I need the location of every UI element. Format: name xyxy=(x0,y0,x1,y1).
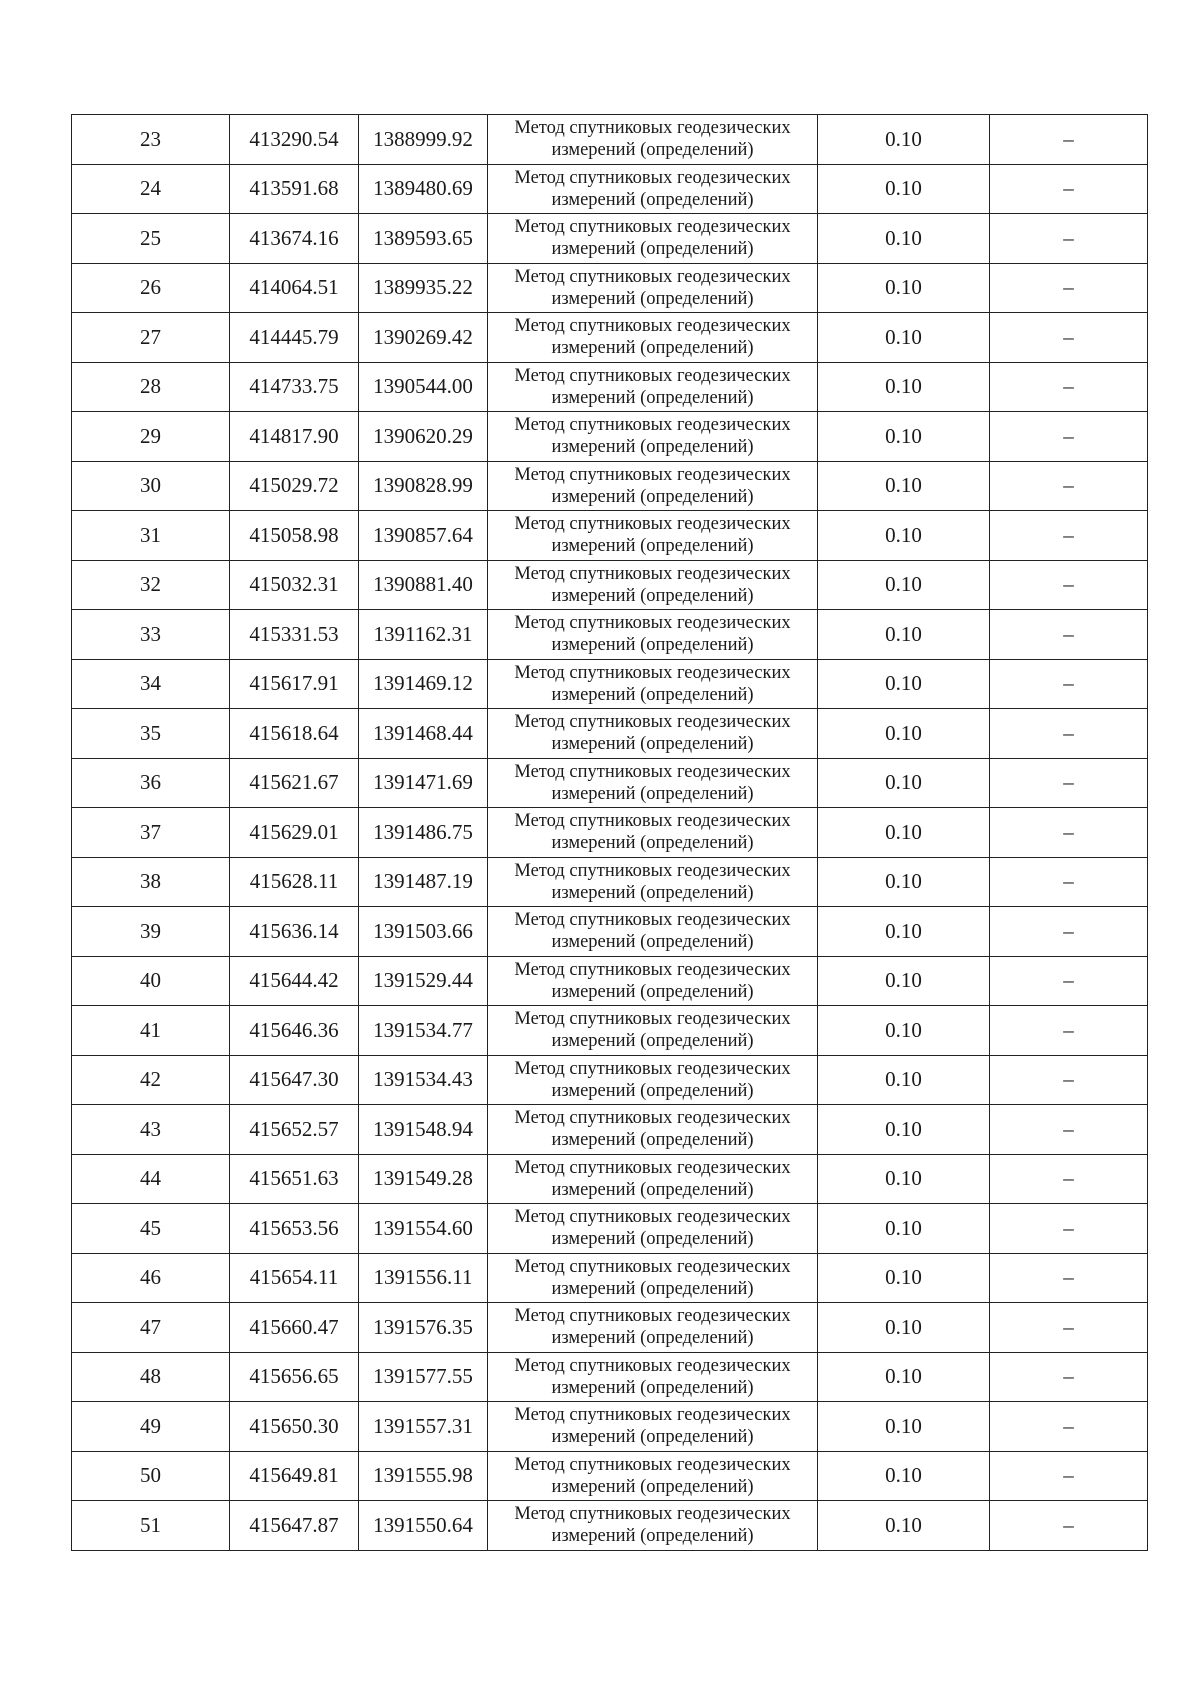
accuracy-cell: 0.10 xyxy=(818,1055,990,1105)
description-cell: – xyxy=(990,1501,1148,1551)
table-row xyxy=(72,560,1148,610)
y-coordinate-cell: 1391548.94 xyxy=(359,1105,488,1155)
point-number-cell: 24 xyxy=(72,164,230,214)
method-cell: Метод спутниковых геодезических измерений (определений) xyxy=(488,1105,818,1155)
table-row xyxy=(72,1402,1148,1452)
accuracy-cell: 0.10 xyxy=(818,263,990,313)
table-row xyxy=(72,907,1148,957)
accuracy-cell: 0.10 xyxy=(818,461,990,511)
x-coordinate-cell: 415646.36 xyxy=(230,1006,359,1056)
accuracy-cell: 0.10 xyxy=(818,214,990,264)
table-row xyxy=(72,1105,1148,1155)
x-coordinate-cell: 414817.90 xyxy=(230,412,359,462)
point-number-cell: 44 xyxy=(72,1154,230,1204)
x-coordinate-cell: 415331.53 xyxy=(230,610,359,660)
description-cell: – xyxy=(990,610,1148,660)
description-cell: – xyxy=(990,1154,1148,1204)
point-number-cell: 29 xyxy=(72,412,230,462)
table-row xyxy=(72,659,1148,709)
accuracy-cell: 0.10 xyxy=(818,1352,990,1402)
accuracy-cell: 0.10 xyxy=(818,907,990,957)
point-number-cell: 30 xyxy=(72,461,230,511)
point-number-cell: 35 xyxy=(72,709,230,759)
x-coordinate-cell: 415652.57 xyxy=(230,1105,359,1155)
description-cell: – xyxy=(990,1204,1148,1254)
accuracy-cell: 0.10 xyxy=(818,709,990,759)
point-number-cell: 31 xyxy=(72,511,230,561)
description-cell: – xyxy=(990,1352,1148,1402)
description-cell: – xyxy=(990,461,1148,511)
y-coordinate-cell: 1391469.12 xyxy=(359,659,488,709)
method-cell: Метод спутниковых геодезических измерений (определений) xyxy=(488,1006,818,1056)
point-number-cell: 39 xyxy=(72,907,230,957)
point-number-cell: 38 xyxy=(72,857,230,907)
description-cell: – xyxy=(990,808,1148,858)
method-cell: Метод спутниковых геодезических измерений (определений) xyxy=(488,115,818,165)
table-row xyxy=(72,263,1148,313)
table-row xyxy=(72,857,1148,907)
accuracy-cell: 0.10 xyxy=(818,1253,990,1303)
method-cell: Метод спутниковых геодезических измерений (определений) xyxy=(488,956,818,1006)
x-coordinate-cell: 415660.47 xyxy=(230,1303,359,1353)
x-coordinate-cell: 415647.87 xyxy=(230,1501,359,1551)
description-cell: – xyxy=(990,709,1148,759)
y-coordinate-cell: 1391486.75 xyxy=(359,808,488,858)
accuracy-cell: 0.10 xyxy=(818,560,990,610)
description-cell: – xyxy=(990,758,1148,808)
point-number-cell: 51 xyxy=(72,1501,230,1551)
accuracy-cell: 0.10 xyxy=(818,1006,990,1056)
table-row xyxy=(72,412,1148,462)
x-coordinate-cell: 415653.56 xyxy=(230,1204,359,1254)
accuracy-cell: 0.10 xyxy=(818,758,990,808)
y-coordinate-cell: 1390857.64 xyxy=(359,511,488,561)
point-number-cell: 36 xyxy=(72,758,230,808)
description-cell: – xyxy=(990,659,1148,709)
accuracy-cell: 0.10 xyxy=(818,659,990,709)
y-coordinate-cell: 1391503.66 xyxy=(359,907,488,957)
accuracy-cell: 0.10 xyxy=(818,164,990,214)
x-coordinate-cell: 415029.72 xyxy=(230,461,359,511)
x-coordinate-cell: 415644.42 xyxy=(230,956,359,1006)
x-coordinate-cell: 413674.16 xyxy=(230,214,359,264)
description-cell: – xyxy=(990,1402,1148,1452)
description-cell: – xyxy=(990,1303,1148,1353)
table-row xyxy=(72,313,1148,363)
table-row xyxy=(72,1006,1148,1056)
table-row xyxy=(72,1451,1148,1501)
coordinates-table xyxy=(71,114,1148,1551)
accuracy-cell: 0.10 xyxy=(818,1154,990,1204)
description-cell: – xyxy=(990,857,1148,907)
x-coordinate-cell: 415647.30 xyxy=(230,1055,359,1105)
point-number-cell: 49 xyxy=(72,1402,230,1452)
accuracy-cell: 0.10 xyxy=(818,1402,990,1452)
x-coordinate-cell: 415636.14 xyxy=(230,907,359,957)
x-coordinate-cell: 413290.54 xyxy=(230,115,359,165)
accuracy-cell: 0.10 xyxy=(818,362,990,412)
table-row xyxy=(72,115,1148,165)
description-cell: – xyxy=(990,313,1148,363)
point-number-cell: 23 xyxy=(72,115,230,165)
x-coordinate-cell: 415651.63 xyxy=(230,1154,359,1204)
point-number-cell: 47 xyxy=(72,1303,230,1353)
point-number-cell: 34 xyxy=(72,659,230,709)
point-number-cell: 37 xyxy=(72,808,230,858)
y-coordinate-cell: 1391550.64 xyxy=(359,1501,488,1551)
point-number-cell: 28 xyxy=(72,362,230,412)
x-coordinate-cell: 415618.64 xyxy=(230,709,359,759)
y-coordinate-cell: 1388999.92 xyxy=(359,115,488,165)
point-number-cell: 43 xyxy=(72,1105,230,1155)
method-cell: Метод спутниковых геодезических измерений (определений) xyxy=(488,1253,818,1303)
method-cell: Метод спутниковых геодезических измерений (определений) xyxy=(488,1204,818,1254)
y-coordinate-cell: 1391471.69 xyxy=(359,758,488,808)
method-cell: Метод спутниковых геодезических измерений (определений) xyxy=(488,1451,818,1501)
x-coordinate-cell: 415649.81 xyxy=(230,1451,359,1501)
method-cell: Метод спутниковых геодезических измерений (определений) xyxy=(488,1303,818,1353)
y-coordinate-cell: 1390269.42 xyxy=(359,313,488,363)
x-coordinate-cell: 414733.75 xyxy=(230,362,359,412)
y-coordinate-cell: 1389593.65 xyxy=(359,214,488,264)
table-row xyxy=(72,461,1148,511)
method-cell: Метод спутниковых геодезических измерений (определений) xyxy=(488,857,818,907)
x-coordinate-cell: 415656.65 xyxy=(230,1352,359,1402)
method-cell: Метод спутниковых геодезических измерений (определений) xyxy=(488,164,818,214)
y-coordinate-cell: 1390828.99 xyxy=(359,461,488,511)
y-coordinate-cell: 1390544.00 xyxy=(359,362,488,412)
method-cell: Метод спутниковых геодезических измерений (определений) xyxy=(488,1501,818,1551)
x-coordinate-cell: 415617.91 xyxy=(230,659,359,709)
y-coordinate-cell: 1390881.40 xyxy=(359,560,488,610)
accuracy-cell: 0.10 xyxy=(818,115,990,165)
table-row xyxy=(72,1303,1148,1353)
accuracy-cell: 0.10 xyxy=(818,1501,990,1551)
point-number-cell: 45 xyxy=(72,1204,230,1254)
accuracy-cell: 0.10 xyxy=(818,412,990,462)
point-number-cell: 50 xyxy=(72,1451,230,1501)
description-cell: – xyxy=(990,1451,1148,1501)
description-cell: – xyxy=(990,164,1148,214)
point-number-cell: 46 xyxy=(72,1253,230,1303)
method-cell: Метод спутниковых геодезических измерений (определений) xyxy=(488,610,818,660)
y-coordinate-cell: 1389935.22 xyxy=(359,263,488,313)
method-cell: Метод спутниковых геодезических измерений (определений) xyxy=(488,313,818,363)
accuracy-cell: 0.10 xyxy=(818,956,990,1006)
description-cell: – xyxy=(990,956,1148,1006)
point-number-cell: 27 xyxy=(72,313,230,363)
table-row xyxy=(72,1501,1148,1551)
table-row xyxy=(72,808,1148,858)
method-cell: Метод спутниковых геодезических измерений (определений) xyxy=(488,1402,818,1452)
accuracy-cell: 0.10 xyxy=(818,857,990,907)
point-number-cell: 48 xyxy=(72,1352,230,1402)
table-row xyxy=(72,1352,1148,1402)
y-coordinate-cell: 1391162.31 xyxy=(359,610,488,660)
description-cell: – xyxy=(990,412,1148,462)
x-coordinate-cell: 415032.31 xyxy=(230,560,359,610)
y-coordinate-cell: 1391557.31 xyxy=(359,1402,488,1452)
method-cell: Метод спутниковых геодезических измерений (определений) xyxy=(488,511,818,561)
y-coordinate-cell: 1391576.35 xyxy=(359,1303,488,1353)
y-coordinate-cell: 1391487.19 xyxy=(359,857,488,907)
description-cell: – xyxy=(990,560,1148,610)
accuracy-cell: 0.10 xyxy=(818,1451,990,1501)
table-row xyxy=(72,164,1148,214)
description-cell: – xyxy=(990,214,1148,264)
description-cell: – xyxy=(990,263,1148,313)
description-cell: – xyxy=(990,1105,1148,1155)
x-coordinate-cell: 415058.98 xyxy=(230,511,359,561)
y-coordinate-cell: 1391534.43 xyxy=(359,1055,488,1105)
description-cell: – xyxy=(990,1253,1148,1303)
x-coordinate-cell: 415621.67 xyxy=(230,758,359,808)
method-cell: Метод спутниковых геодезических измерений (определений) xyxy=(488,214,818,264)
y-coordinate-cell: 1389480.69 xyxy=(359,164,488,214)
table-row xyxy=(72,709,1148,759)
method-cell: Метод спутниковых геодезических измерений (определений) xyxy=(488,461,818,511)
x-coordinate-cell: 415654.11 xyxy=(230,1253,359,1303)
table-row xyxy=(72,362,1148,412)
table-row xyxy=(72,214,1148,264)
y-coordinate-cell: 1391529.44 xyxy=(359,956,488,1006)
point-number-cell: 25 xyxy=(72,214,230,264)
accuracy-cell: 0.10 xyxy=(818,1204,990,1254)
accuracy-cell: 0.10 xyxy=(818,1105,990,1155)
accuracy-cell: 0.10 xyxy=(818,1303,990,1353)
description-cell: – xyxy=(990,1006,1148,1056)
y-coordinate-cell: 1391554.60 xyxy=(359,1204,488,1254)
point-number-cell: 40 xyxy=(72,956,230,1006)
description-cell: – xyxy=(990,907,1148,957)
point-number-cell: 41 xyxy=(72,1006,230,1056)
method-cell: Метод спутниковых геодезических измерений (определений) xyxy=(488,1154,818,1204)
x-coordinate-cell: 415629.01 xyxy=(230,808,359,858)
method-cell: Метод спутниковых геодезических измерений (определений) xyxy=(488,907,818,957)
point-number-cell: 32 xyxy=(72,560,230,610)
table-row xyxy=(72,1055,1148,1105)
description-cell: – xyxy=(990,362,1148,412)
y-coordinate-cell: 1391549.28 xyxy=(359,1154,488,1204)
x-coordinate-cell: 415650.30 xyxy=(230,1402,359,1452)
x-coordinate-cell: 414064.51 xyxy=(230,263,359,313)
description-cell: – xyxy=(990,1055,1148,1105)
y-coordinate-cell: 1391577.55 xyxy=(359,1352,488,1402)
y-coordinate-cell: 1391556.11 xyxy=(359,1253,488,1303)
method-cell: Метод спутниковых геодезических измерений (определений) xyxy=(488,709,818,759)
method-cell: Метод спутниковых геодезических измерений (определений) xyxy=(488,808,818,858)
point-number-cell: 26 xyxy=(72,263,230,313)
method-cell: Метод спутниковых геодезических измерений (определений) xyxy=(488,560,818,610)
table-row xyxy=(72,511,1148,561)
x-coordinate-cell: 413591.68 xyxy=(230,164,359,214)
table-row xyxy=(72,1253,1148,1303)
table-row xyxy=(72,1154,1148,1204)
y-coordinate-cell: 1391555.98 xyxy=(359,1451,488,1501)
description-cell: – xyxy=(990,511,1148,561)
point-number-cell: 33 xyxy=(72,610,230,660)
y-coordinate-cell: 1391534.77 xyxy=(359,1006,488,1056)
table-row xyxy=(72,610,1148,660)
method-cell: Метод спутниковых геодезических измерений (определений) xyxy=(488,758,818,808)
y-coordinate-cell: 1390620.29 xyxy=(359,412,488,462)
y-coordinate-cell: 1391468.44 xyxy=(359,709,488,759)
table-row xyxy=(72,956,1148,1006)
method-cell: Метод спутниковых геодезических измерений (определений) xyxy=(488,1352,818,1402)
accuracy-cell: 0.10 xyxy=(818,313,990,363)
x-coordinate-cell: 414445.79 xyxy=(230,313,359,363)
method-cell: Метод спутниковых геодезических измерений (определений) xyxy=(488,659,818,709)
table-row xyxy=(72,758,1148,808)
method-cell: Метод спутниковых геодезических измерений (определений) xyxy=(488,263,818,313)
table-row xyxy=(72,1204,1148,1254)
method-cell: Метод спутниковых геодезических измерений (определений) xyxy=(488,362,818,412)
x-coordinate-cell: 415628.11 xyxy=(230,857,359,907)
method-cell: Метод спутниковых геодезических измерений (определений) xyxy=(488,1055,818,1105)
method-cell: Метод спутниковых геодезических измерений (определений) xyxy=(488,412,818,462)
description-cell: – xyxy=(990,115,1148,165)
accuracy-cell: 0.10 xyxy=(818,511,990,561)
coordinates-table-body xyxy=(72,115,1148,1551)
point-number-cell: 42 xyxy=(72,1055,230,1105)
accuracy-cell: 0.10 xyxy=(818,808,990,858)
accuracy-cell: 0.10 xyxy=(818,610,990,660)
